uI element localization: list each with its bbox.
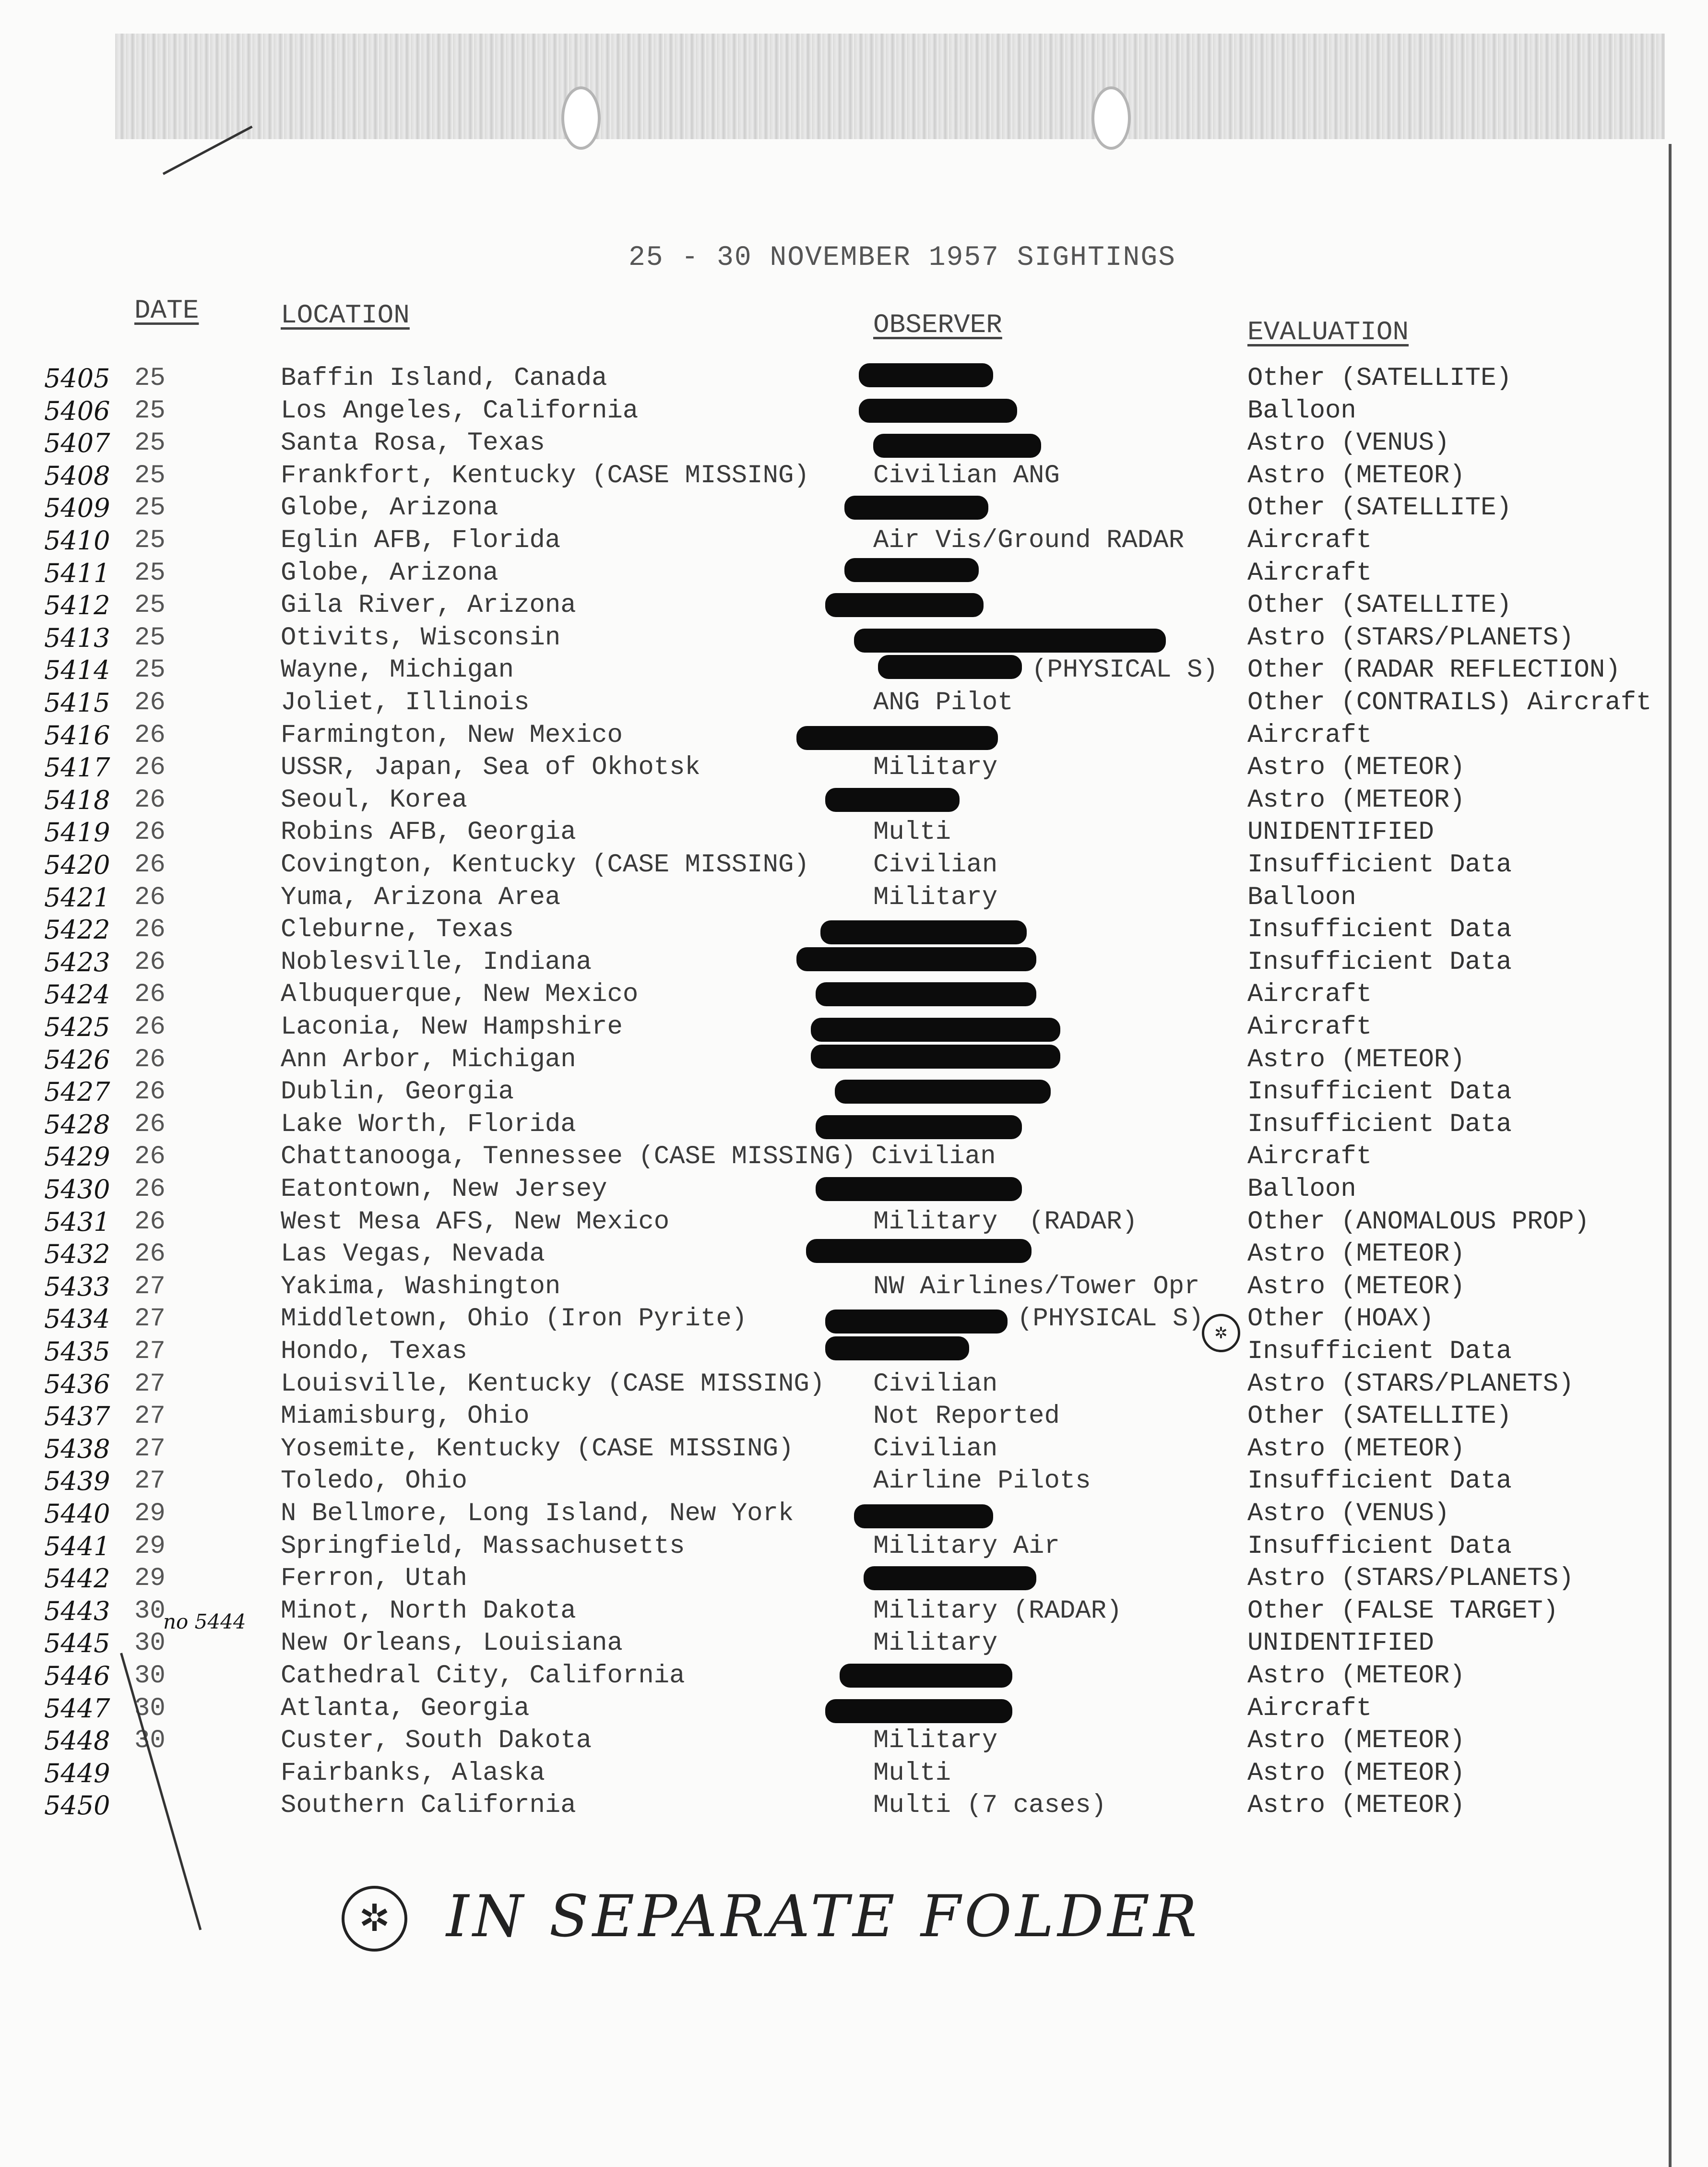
table-row bbox=[0, 589, 1708, 622]
observer: Civilian bbox=[873, 850, 998, 880]
date-day: 26 bbox=[134, 1207, 166, 1237]
column-header-location: LOCATION bbox=[281, 300, 410, 331]
star-symbol-circle: ✲ bbox=[342, 1886, 407, 1952]
table-row bbox=[0, 816, 1708, 849]
case-number: 5421 bbox=[44, 882, 110, 913]
evaluation: Insufficient Data bbox=[1247, 1337, 1512, 1366]
case-number: 5407 bbox=[44, 428, 110, 459]
evaluation: Other (SATELLITE) bbox=[1247, 591, 1512, 620]
evaluation: Astro (METEOR) bbox=[1247, 1726, 1465, 1756]
date-day: 26 bbox=[134, 688, 166, 717]
location: Springfield, Massachusetts bbox=[281, 1531, 685, 1561]
date-day: 29 bbox=[134, 1499, 166, 1528]
location: Globe, Arizona bbox=[281, 558, 498, 588]
date-day: 25 bbox=[134, 493, 166, 523]
observer: Military (RADAR) bbox=[873, 1207, 1138, 1237]
date-day: 26 bbox=[134, 1175, 166, 1204]
footer-handwritten-note: IN SEPARATE FOLDER bbox=[446, 1883, 1201, 1950]
case-number: 5440 bbox=[44, 1499, 110, 1529]
case-number: 5412 bbox=[44, 590, 110, 621]
case-number: 5420 bbox=[44, 850, 110, 880]
case-number: 5435 bbox=[44, 1336, 110, 1367]
date-day: 27 bbox=[134, 1434, 166, 1464]
date-day: 26 bbox=[134, 1239, 166, 1269]
table-row bbox=[0, 1757, 1708, 1790]
case-number: 5436 bbox=[44, 1369, 110, 1399]
date-day: 29 bbox=[134, 1564, 166, 1594]
date-day: 30 bbox=[134, 1629, 166, 1658]
evaluation: Astro (METEOR) bbox=[1247, 1758, 1465, 1788]
table-row bbox=[0, 1530, 1708, 1563]
evaluation: Astro (STARS/PLANETS) bbox=[1247, 1564, 1574, 1594]
table-row bbox=[0, 1335, 1708, 1368]
evaluation: Other (SATELLITE) bbox=[1247, 493, 1512, 523]
location: Albuquerque, New Mexico bbox=[281, 980, 639, 1010]
table-row bbox=[0, 849, 1708, 881]
location: Globe, Arizona bbox=[281, 493, 498, 523]
table-row bbox=[0, 1498, 1708, 1530]
date-day: 26 bbox=[134, 850, 166, 880]
table-row bbox=[0, 492, 1708, 524]
evaluation: Aircraft bbox=[1247, 526, 1372, 555]
case-number: 5422 bbox=[44, 915, 110, 945]
evaluation: Astro (METEOR) bbox=[1247, 1661, 1465, 1691]
redaction-bar bbox=[825, 593, 984, 617]
observer: (PHYSICAL S) bbox=[1017, 1304, 1204, 1334]
case-number: 5445 bbox=[44, 1628, 110, 1659]
evaluation: Aircraft bbox=[1247, 1693, 1372, 1723]
case-number: 5406 bbox=[44, 395, 110, 426]
column-header-evaluation: EVALUATION bbox=[1247, 317, 1409, 347]
evaluation: Astro (VENUS) bbox=[1247, 429, 1450, 458]
table-row bbox=[0, 687, 1708, 719]
date-day: 25 bbox=[134, 591, 166, 620]
evaluation: UNIDENTIFIED bbox=[1247, 1629, 1434, 1658]
location: Otivits, Wisconsin bbox=[281, 623, 561, 653]
table-row bbox=[0, 654, 1708, 687]
table-row bbox=[0, 427, 1708, 460]
observer: NW Airlines/Tower Opr bbox=[873, 1272, 1200, 1301]
evaluation: Balloon bbox=[1247, 396, 1356, 426]
table-row bbox=[0, 978, 1708, 1011]
location: Santa Rosa, Texas bbox=[281, 429, 545, 458]
redaction-bar bbox=[844, 558, 979, 582]
case-number: 5447 bbox=[44, 1693, 110, 1724]
date-day: 25 bbox=[134, 461, 166, 490]
evaluation: Other (FALSE TARGET) bbox=[1247, 1596, 1559, 1626]
observer: Multi bbox=[873, 818, 951, 847]
date-day: 30 bbox=[134, 1726, 166, 1756]
redaction-bar bbox=[844, 496, 988, 520]
location: Cathedral City, California bbox=[281, 1661, 685, 1691]
table-row bbox=[0, 1173, 1708, 1206]
location: Ann Arbor, Michigan bbox=[281, 1045, 576, 1074]
table-row bbox=[0, 524, 1708, 557]
date-day: 26 bbox=[134, 1077, 166, 1107]
case-number: 5413 bbox=[44, 622, 110, 653]
observer: Civilian bbox=[873, 1369, 998, 1399]
table-row bbox=[0, 881, 1708, 914]
case-number: 5409 bbox=[44, 493, 110, 524]
case-number: 5428 bbox=[44, 1109, 110, 1140]
redaction-bar bbox=[825, 1699, 1012, 1723]
case-number: 5432 bbox=[44, 1239, 110, 1270]
location: Custer, South Dakota bbox=[281, 1726, 592, 1756]
redaction-bar bbox=[840, 1664, 1012, 1688]
evaluation: Other (RADAR REFLECTION) bbox=[1247, 655, 1621, 685]
table-row bbox=[0, 719, 1708, 752]
evaluation: Balloon bbox=[1247, 1175, 1356, 1204]
table-row bbox=[0, 1562, 1708, 1595]
location: West Mesa AFS, New Mexico bbox=[281, 1207, 670, 1237]
location: Lake Worth, Florida bbox=[281, 1109, 576, 1139]
case-number: 5408 bbox=[44, 460, 110, 491]
observer: Military bbox=[873, 882, 998, 912]
observer: Civilian bbox=[873, 1434, 998, 1464]
observer: Military (RADAR) bbox=[873, 1596, 1122, 1626]
case-number: 5405 bbox=[44, 363, 110, 393]
table-row bbox=[0, 1725, 1708, 1757]
evaluation: Astro (STARS/PLANETS) bbox=[1247, 623, 1574, 653]
location: Hondo, Texas bbox=[281, 1337, 467, 1366]
redaction-bar bbox=[825, 1310, 1008, 1334]
date-day: 26 bbox=[134, 1109, 166, 1139]
column-header-date: DATE bbox=[134, 295, 199, 326]
date-day: 26 bbox=[134, 1045, 166, 1074]
observer: Military Air bbox=[873, 1531, 1060, 1561]
case-number: 5433 bbox=[44, 1271, 110, 1302]
table-row bbox=[0, 1011, 1708, 1044]
case-number: 5446 bbox=[44, 1661, 110, 1691]
date-day: 25 bbox=[134, 623, 166, 653]
date-day: 26 bbox=[134, 980, 166, 1010]
table-row bbox=[0, 1400, 1708, 1433]
evaluation: Balloon bbox=[1247, 882, 1356, 912]
case-number: 5437 bbox=[44, 1401, 110, 1432]
punch-hole bbox=[1091, 86, 1131, 150]
table-row bbox=[0, 362, 1708, 395]
date-day: 26 bbox=[134, 753, 166, 783]
location: Middletown, Ohio (Iron Pyrite) bbox=[281, 1304, 747, 1334]
evaluation: Aircraft bbox=[1247, 1142, 1372, 1172]
table-row bbox=[0, 1206, 1708, 1238]
observer: Not Reported bbox=[873, 1402, 1060, 1431]
location: Joliet, Illinois bbox=[281, 688, 530, 717]
evaluation: Astro (METEOR) bbox=[1247, 1272, 1465, 1301]
date-day: 26 bbox=[134, 947, 166, 977]
table-row bbox=[0, 1044, 1708, 1076]
date-day: 25 bbox=[134, 526, 166, 555]
location: Miamisburg, Ohio bbox=[281, 1402, 530, 1431]
table-row bbox=[0, 946, 1708, 979]
location: Covington, Kentucky (CASE MISSING) bbox=[281, 850, 809, 880]
observer: Multi bbox=[873, 1758, 951, 1788]
redaction-bar bbox=[811, 1018, 1060, 1042]
location: Seoul, Korea bbox=[281, 785, 467, 815]
date-day: 26 bbox=[134, 1012, 166, 1042]
redaction-bar bbox=[796, 726, 998, 750]
location: Frankfort, Kentucky (CASE MISSING) bbox=[281, 461, 809, 490]
date-day: 25 bbox=[134, 655, 166, 685]
case-number: 5429 bbox=[44, 1142, 110, 1172]
date-day: 27 bbox=[134, 1337, 166, 1366]
location: Yosemite, Kentucky (CASE MISSING) bbox=[281, 1434, 794, 1464]
observer: Airline Pilots bbox=[873, 1466, 1091, 1496]
case-number: 5418 bbox=[44, 785, 110, 815]
case-number: 5415 bbox=[44, 688, 110, 718]
evaluation: Aircraft bbox=[1247, 980, 1372, 1010]
location: Eatontown, New Jersey bbox=[281, 1175, 607, 1204]
observer: Multi (7 cases) bbox=[873, 1791, 1107, 1821]
evaluation: Astro (VENUS) bbox=[1247, 1499, 1450, 1528]
date-day: 27 bbox=[134, 1466, 166, 1496]
column-header-observer: OBSERVER bbox=[873, 310, 1002, 340]
case-number: 5416 bbox=[44, 720, 110, 750]
star-symbol-marker: ✲ bbox=[1202, 1314, 1240, 1352]
location: Southern California bbox=[281, 1791, 576, 1821]
observer: (PHYSICAL S) bbox=[1032, 655, 1218, 685]
location: Louisville, Kentucky (CASE MISSING) bbox=[281, 1369, 825, 1399]
table-row bbox=[0, 622, 1708, 655]
table-row bbox=[0, 460, 1708, 492]
redaction-bar bbox=[820, 920, 1027, 944]
evaluation: Other (SATELLITE) bbox=[1247, 364, 1512, 393]
case-number: 5430 bbox=[44, 1174, 110, 1204]
evaluation: Astro (METEOR) bbox=[1247, 1791, 1465, 1821]
date-day: 26 bbox=[134, 882, 166, 912]
observer: Military bbox=[873, 1629, 998, 1658]
table-row bbox=[0, 1692, 1708, 1725]
date-day: 30 bbox=[134, 1693, 166, 1723]
observer: Military bbox=[873, 1726, 998, 1756]
location: Minot, North Dakota bbox=[281, 1596, 576, 1626]
evaluation: Insufficient Data bbox=[1247, 1077, 1512, 1107]
redaction-bar bbox=[816, 1177, 1022, 1201]
date-day: 26 bbox=[134, 915, 166, 945]
case-number: 5423 bbox=[44, 947, 110, 977]
table-row bbox=[0, 1238, 1708, 1271]
table-row bbox=[0, 395, 1708, 428]
location: Yakima, Washington bbox=[281, 1272, 561, 1301]
evaluation: Astro (METEOR) bbox=[1247, 1045, 1465, 1074]
date-day: 25 bbox=[134, 558, 166, 588]
location: Farmington, New Mexico bbox=[281, 720, 623, 750]
redaction-bar bbox=[854, 629, 1166, 653]
evaluation: Astro (METEOR) bbox=[1247, 753, 1465, 783]
punch-hole bbox=[561, 86, 601, 150]
evaluation: Aircraft bbox=[1247, 720, 1372, 750]
date-day: 25 bbox=[134, 429, 166, 458]
case-number: 5450 bbox=[44, 1790, 110, 1821]
evaluation: Aircraft bbox=[1247, 558, 1372, 588]
location: Los Angeles, California bbox=[281, 396, 639, 426]
evaluation: Insufficient Data bbox=[1247, 1109, 1512, 1139]
redaction-bar bbox=[854, 1504, 993, 1528]
case-number: 5425 bbox=[44, 1012, 110, 1042]
location: Chattanooga, Tennessee (CASE MISSING) Civilian bbox=[281, 1142, 996, 1172]
redaction-bar bbox=[806, 1239, 1032, 1263]
redaction-bar bbox=[864, 1566, 1036, 1590]
location: Gila River, Arizona bbox=[281, 591, 576, 620]
location: N Bellmore, Long Island, New York bbox=[281, 1499, 794, 1528]
case-number: 5419 bbox=[44, 817, 110, 848]
table-row bbox=[0, 914, 1708, 946]
evaluation: Insufficient Data bbox=[1247, 915, 1512, 945]
date-day: 27 bbox=[134, 1304, 166, 1334]
redaction-bar bbox=[816, 982, 1036, 1006]
table-row bbox=[0, 1660, 1708, 1692]
date-day: 26 bbox=[134, 818, 166, 847]
location: Las Vegas, Nevada bbox=[281, 1239, 545, 1269]
evaluation: Other (ANOMALOUS PROP) bbox=[1247, 1207, 1589, 1237]
redaction-bar bbox=[811, 1045, 1060, 1069]
evaluation: Other (SATELLITE) bbox=[1247, 1402, 1512, 1431]
case-number: 5438 bbox=[44, 1433, 110, 1464]
case-number: 5442 bbox=[44, 1563, 110, 1594]
redaction-bar bbox=[873, 434, 1041, 458]
date-day: 27 bbox=[134, 1402, 166, 1431]
case-number: 5417 bbox=[44, 752, 110, 783]
table-row bbox=[0, 1789, 1708, 1822]
date-day: 27 bbox=[134, 1369, 166, 1399]
location: Toledo, Ohio bbox=[281, 1466, 467, 1496]
table-row bbox=[0, 1303, 1708, 1335]
case-number: 5434 bbox=[44, 1304, 110, 1334]
photocopy-edge bbox=[115, 34, 1665, 139]
table-row bbox=[0, 1465, 1708, 1498]
location: Eglin AFB, Florida bbox=[281, 526, 561, 555]
observer: Air Vis/Ground RADAR bbox=[873, 526, 1185, 555]
evaluation: Aircraft bbox=[1247, 1012, 1372, 1042]
location: Wayne, Michigan bbox=[281, 655, 514, 685]
table-row bbox=[0, 1368, 1708, 1401]
location: Yuma, Arizona Area bbox=[281, 882, 561, 912]
evaluation: Insufficient Data bbox=[1247, 1466, 1512, 1496]
case-number: 5424 bbox=[44, 979, 110, 1010]
location: Atlanta, Georgia bbox=[281, 1693, 530, 1723]
page-title: 25 - 30 NOVEMBER 1957 SIGHTINGS bbox=[629, 242, 1176, 274]
redaction-bar bbox=[835, 1080, 1051, 1104]
redaction-bar bbox=[796, 947, 1036, 971]
table-row bbox=[0, 751, 1708, 784]
location: Noblesville, Indiana bbox=[281, 947, 592, 977]
table-row bbox=[0, 1271, 1708, 1303]
location: Baffin Island, Canada bbox=[281, 364, 607, 393]
redaction-bar bbox=[825, 1336, 969, 1360]
evaluation: Astro (METEOR) bbox=[1247, 1239, 1465, 1269]
redaction-bar bbox=[859, 363, 993, 387]
case-number: 5411 bbox=[44, 558, 110, 588]
date-day: 26 bbox=[134, 785, 166, 815]
table-row bbox=[0, 1108, 1708, 1141]
case-number: 5439 bbox=[44, 1466, 110, 1497]
location: Fairbanks, Alaska bbox=[281, 1758, 545, 1788]
margin-note: no 5444 bbox=[163, 1610, 246, 1633]
case-number: 5441 bbox=[44, 1531, 110, 1561]
evaluation: Insufficient Data bbox=[1247, 947, 1512, 977]
date-day: 25 bbox=[134, 364, 166, 393]
table-row bbox=[0, 784, 1708, 817]
date-day: 27 bbox=[134, 1272, 166, 1301]
table-row bbox=[0, 1433, 1708, 1465]
evaluation: Insufficient Data bbox=[1247, 850, 1512, 880]
evaluation: Astro (METEOR) bbox=[1247, 785, 1465, 815]
observer: Military bbox=[873, 753, 998, 783]
location: USSR, Japan, Sea of Okhotsk bbox=[281, 753, 700, 783]
case-number: 5426 bbox=[44, 1044, 110, 1075]
case-number: 5449 bbox=[44, 1758, 110, 1788]
evaluation: Other (HOAX) bbox=[1247, 1304, 1434, 1334]
table-row bbox=[0, 557, 1708, 590]
table-row bbox=[0, 1076, 1708, 1108]
table-row bbox=[0, 1595, 1708, 1628]
case-number: 5448 bbox=[44, 1726, 110, 1756]
location: Ferron, Utah bbox=[281, 1564, 467, 1594]
date-day: 26 bbox=[134, 1142, 166, 1172]
date-day: 30 bbox=[134, 1596, 166, 1626]
evaluation: Other (CONTRAILS) Aircraft bbox=[1247, 688, 1652, 717]
date-day: 29 bbox=[134, 1531, 166, 1561]
location: Laconia, New Hampshire bbox=[281, 1012, 623, 1042]
case-number: 5414 bbox=[44, 655, 110, 686]
table-row bbox=[0, 1627, 1708, 1660]
case-number: 5431 bbox=[44, 1206, 110, 1237]
observer: ANG Pilot bbox=[873, 688, 1013, 717]
table-row bbox=[0, 1141, 1708, 1173]
evaluation: Astro (METEOR) bbox=[1247, 461, 1465, 490]
location: Cleburne, Texas bbox=[281, 915, 514, 945]
location: New Orleans, Louisiana bbox=[281, 1629, 623, 1658]
location: Dublin, Georgia bbox=[281, 1077, 514, 1107]
evaluation: Astro (STARS/PLANETS) bbox=[1247, 1369, 1574, 1399]
redaction-bar bbox=[816, 1115, 1022, 1139]
case-number: 5443 bbox=[44, 1595, 110, 1626]
evaluation: UNIDENTIFIED bbox=[1247, 818, 1434, 847]
location: Robins AFB, Georgia bbox=[281, 818, 576, 847]
redaction-bar bbox=[825, 788, 960, 812]
case-number: 5427 bbox=[44, 1077, 110, 1107]
redaction-bar bbox=[878, 655, 1022, 679]
observer: Civilian ANG bbox=[873, 461, 1060, 490]
evaluation: Astro (METEOR) bbox=[1247, 1434, 1465, 1464]
case-number: 5410 bbox=[44, 525, 110, 556]
redaction-bar bbox=[859, 399, 1017, 423]
evaluation: Insufficient Data bbox=[1247, 1531, 1512, 1561]
date-day: 26 bbox=[134, 720, 166, 750]
date-day: 25 bbox=[134, 396, 166, 426]
date-day: 30 bbox=[134, 1661, 166, 1691]
